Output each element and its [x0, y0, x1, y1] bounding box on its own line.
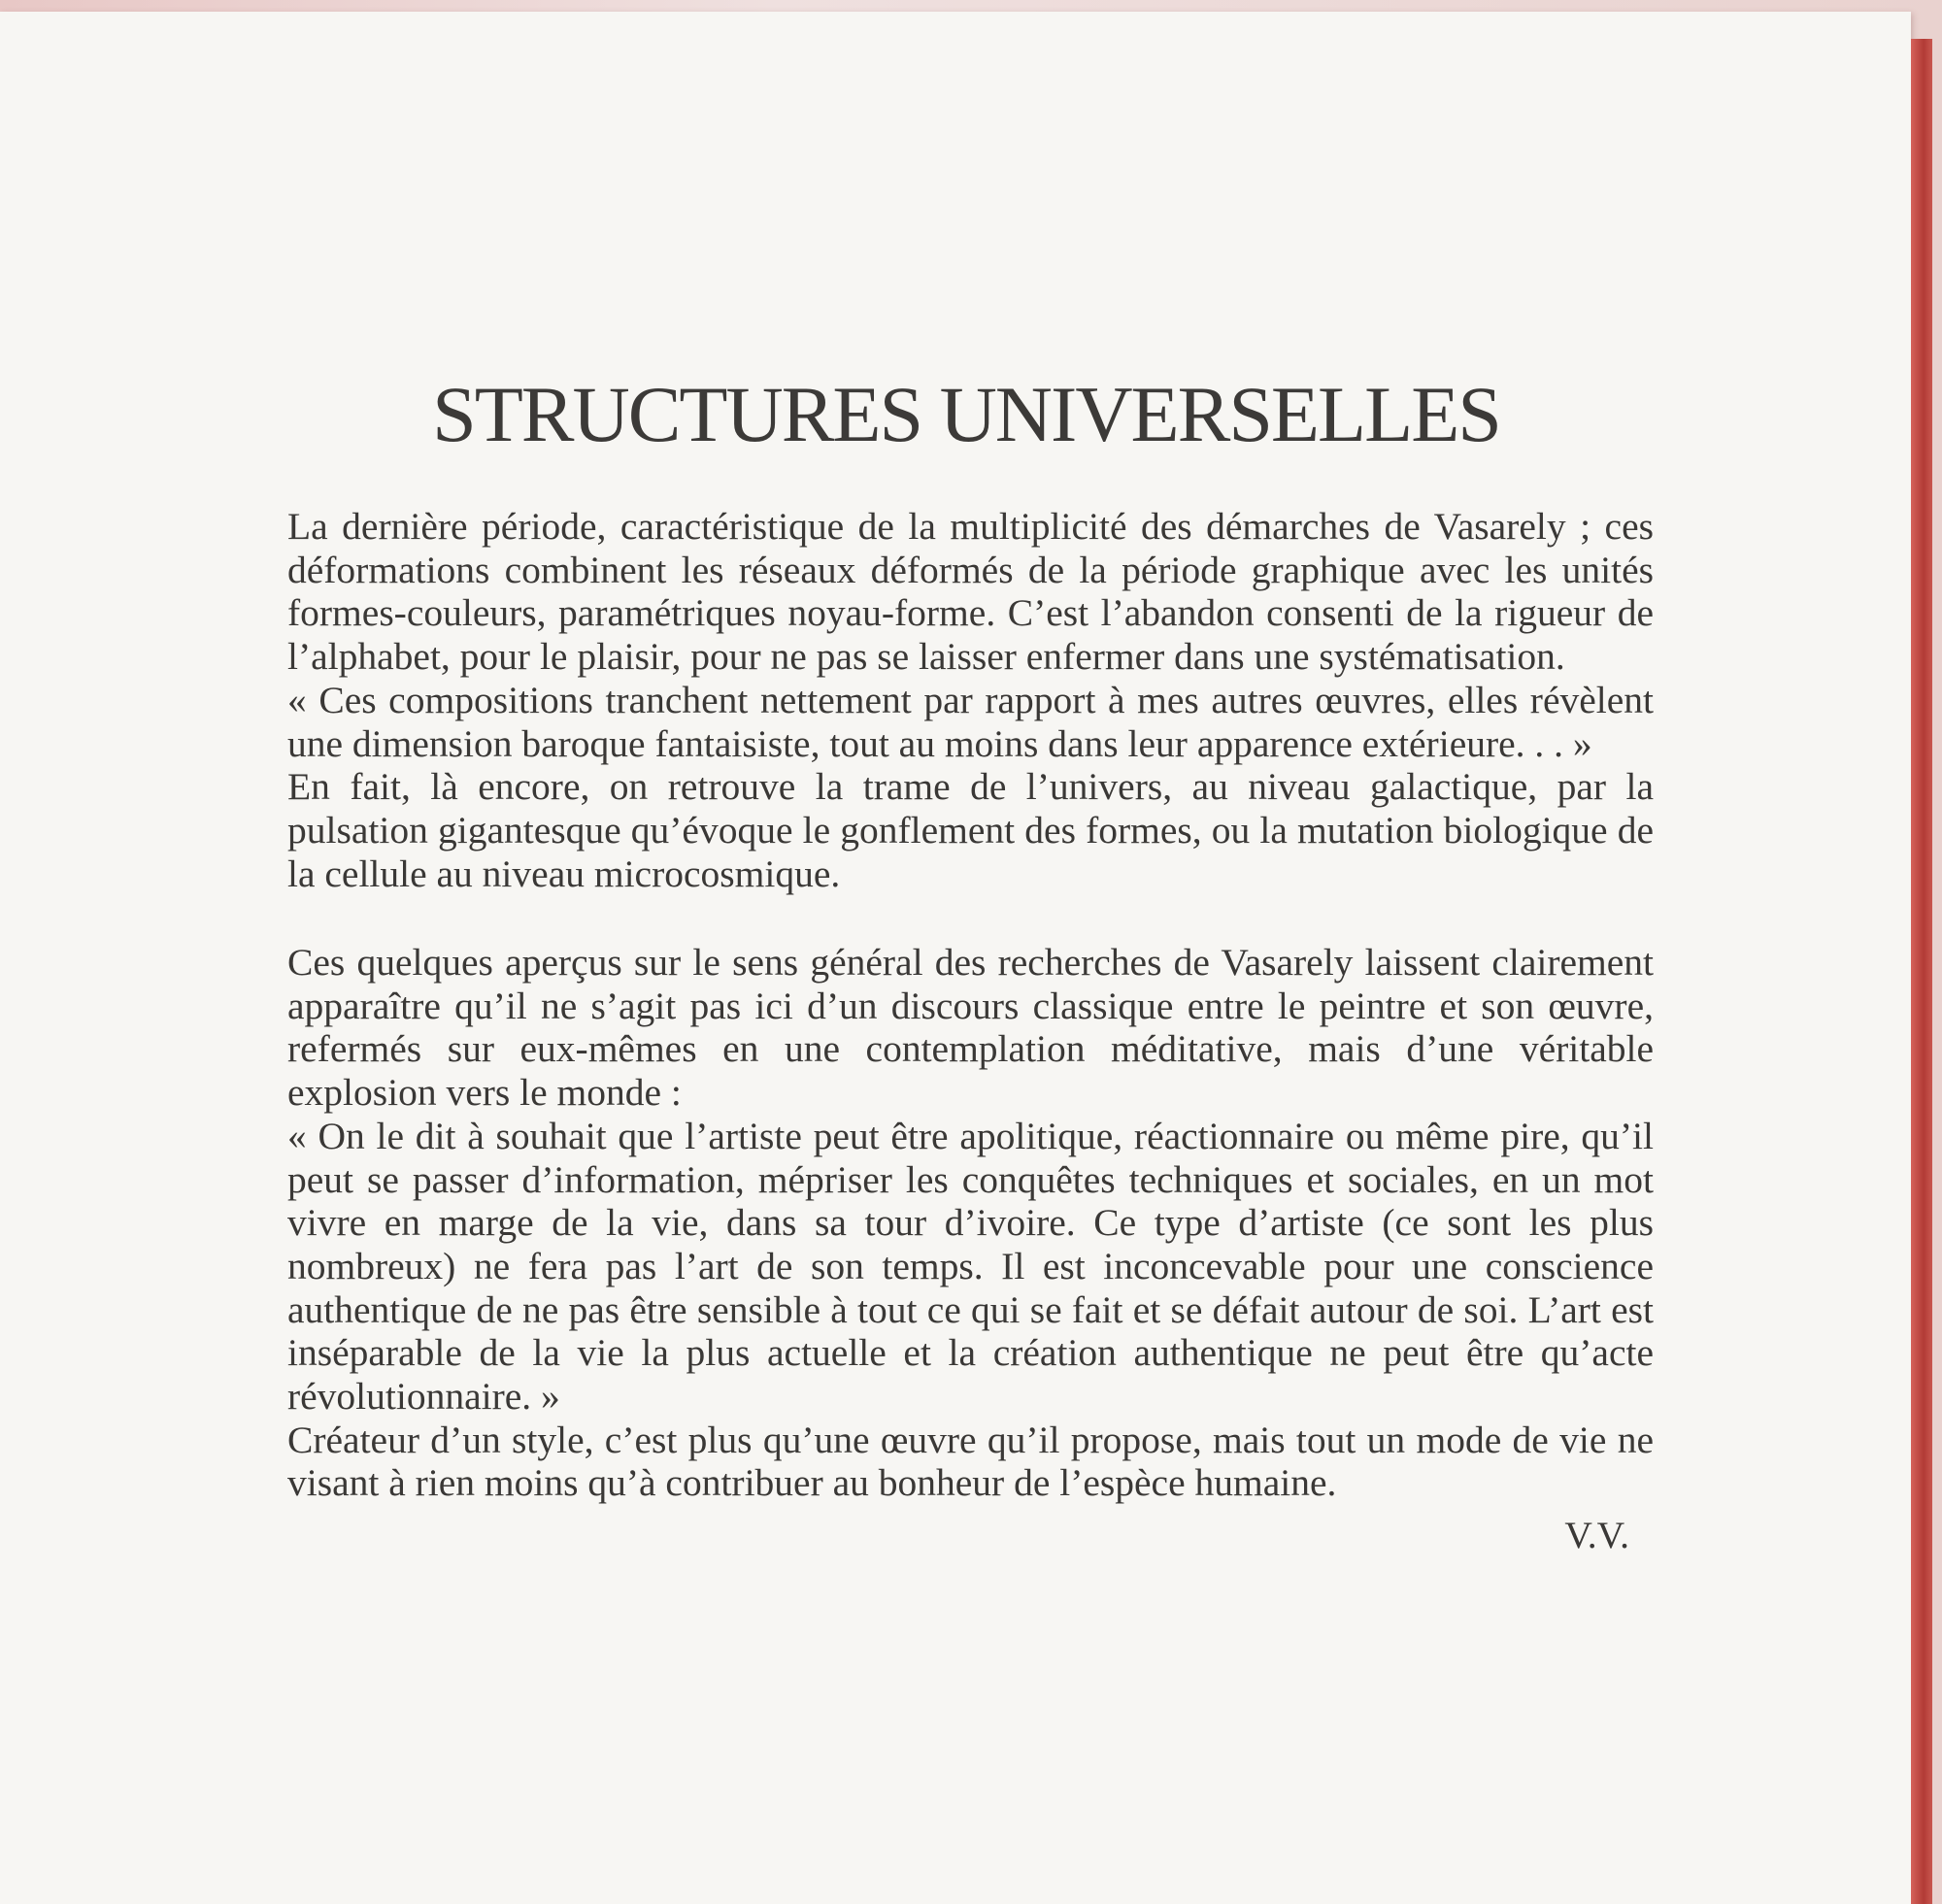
page-sheet — [0, 12, 1911, 1904]
paragraph-2 — [287, 941, 1654, 1505]
paragraph-2-conclusion: Créateur d’un style, c’est plus qu’une œuvre qu’il propose, mais tout un mode de vie ne visant à rien moins qu’à contribuer au bonheur de l’espèce humaine. — [287, 1418, 1654, 1505]
paragraph-1-quote: « Ces compositions tranchent nettement par rapport à mes autres œuvres, elles révèlent une dimension baroque fantaisiste, tout au moins dans leur apparence extérieure. . . » — [287, 678, 1654, 765]
paragraph-1-sentence-1: La dernière période, caractéristique de la multiplicité des démarches de Vasarely ; ces déformations combinent les réseaux déformés de la période graphique avec les unités formes-couleurs, paramétriques noyau-forme. C’est l’abandon consenti de la rigueur de l’alphabet, pour le plaisir, pour ne pas se laisser enfermer dans une systématisation. — [287, 505, 1654, 679]
paragraph-1 — [287, 505, 1654, 895]
signature: V.V. — [1564, 1514, 1629, 1556]
paragraph-2-intro: Ces quelques aperçus sur le sens général des recherches de Vasarely laissent clairement apparaître qu’il ne s’agit pas ici d’un discours classique entre le peintre et son œuvre, refermés sur eux-mêmes en une contemplation méditative, mais d’une véritable explosion vers le monde : — [287, 941, 1654, 1115]
paragraph-1-sentence-3: En fait, là encore, on retrouve la trame de l’univers, au niveau galactique, par la pulsation gigantesque qu’évoque le gonflement des formes, ou la mutation biologique de la cellule au niveau microcosmique. — [287, 765, 1654, 895]
paragraph-2-quote: « On le dit à souhait que l’artiste peut être apolitique, réactionnaire ou même pire, qu’il peut se passer d’information, mépriser les conquêtes techniques et sociales, en un mot vivre en marge de la vie, dans sa tour d’ivoire. Ce type d’artiste (ce sont les plus nombreux) ne fera pas l’art de son temps. Il est inconcevable pour une conscience authentique de ne pas être sensible à tout ce qui se fait et se défait autour de soi. L’art est inséparable de la vie la plus actuelle et la création authentique ne peut être qu’acte révolutionnaire. » — [287, 1114, 1654, 1419]
page-title: STRUCTURES UNIVERSELLES — [432, 370, 1500, 458]
